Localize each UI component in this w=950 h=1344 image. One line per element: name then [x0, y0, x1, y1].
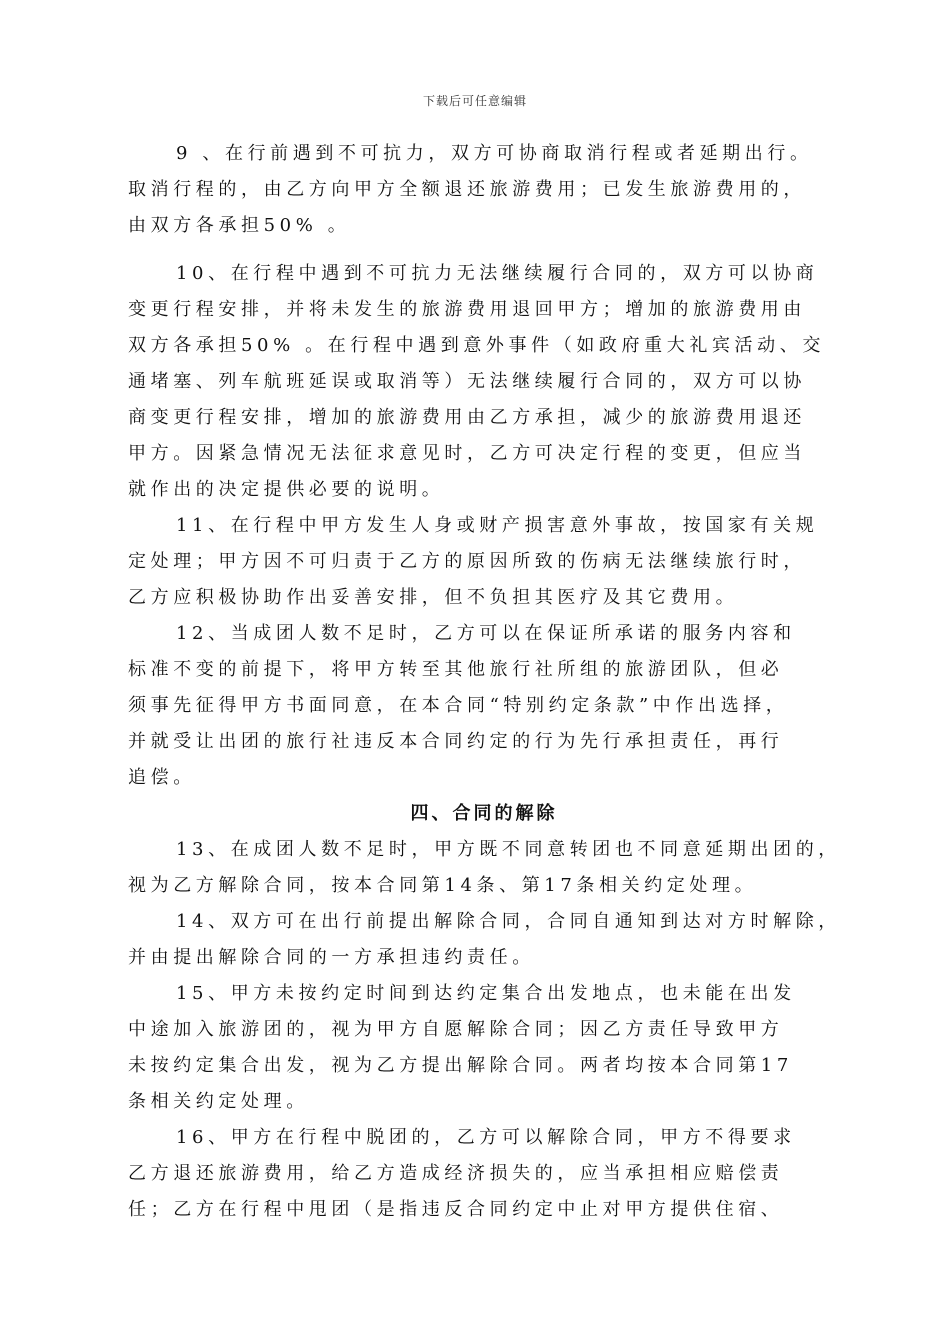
clause-line: 中途加入旅游团的，视为甲方自愿解除合同；因乙方责任导致甲方 — [128, 1019, 784, 1040]
clause-line: 标准不变的前提下，将甲方转至其他旅行社所组的旅游团队，但必 — [128, 659, 784, 680]
clause-line: 未按约定集合出发，视为乙方提出解除合同。两者均按本合同第17 — [128, 1055, 793, 1076]
clause-line: 取消行程的，由乙方向甲方全额退还旅游费用；已发生旅游费用的， — [128, 179, 806, 200]
clause-10 — [128, 256, 840, 508]
clause-line: 并就受让出团的旅行社违反本合同约定的行为先行承担责任，再行 — [128, 731, 784, 752]
clause-line: 9 、在行前遇到不可抗力，双方可协商取消行程或者延期出行。 — [176, 143, 813, 164]
clause-line: 12、当成团人数不足时，乙方可以在保证所承诺的服务内容和 — [176, 623, 796, 644]
clause-line: 乙方应积极协助作出妥善安排，但不负担其医疗及其它费用。 — [128, 587, 739, 608]
clause-line: 视为乙方解除合同，按本合同第14条、第17条相关约定处理。 — [128, 875, 758, 896]
clause-line: 商变更行程安排，增加的旅游费用由乙方承担，减少的旅游费用退还 — [128, 407, 806, 428]
clause-line: 10、在行程中遇到不可抗力无法继续履行合同的，双方可以协商 — [176, 263, 819, 284]
clause-line: 13、在成团人数不足时，甲方既不同意转团也不同意延期出团的， — [176, 839, 841, 860]
clause-line: 14、双方可在出行前提出解除合同，合同自通知到达对方时解除， — [176, 911, 841, 932]
clause-line: 通堵塞、列车航班延误或取消等）无法继续履行合同的，双方可以协 — [128, 371, 806, 392]
section-title: 四、合同的解除 — [410, 803, 558, 824]
clause-12 — [128, 616, 840, 796]
clause-line: 双方各承担50% 。在行程中遇到意外事件（如政府重大礼宾活动、交 — [128, 335, 825, 356]
clause-line: 追偿。 — [128, 767, 196, 788]
document-body — [128, 136, 840, 1228]
clause-9 — [128, 136, 840, 244]
header-note: 下载后可任意编辑 — [422, 94, 527, 108]
clause-13 — [128, 832, 840, 904]
clause-line: 就作出的决定提供必要的说明。 — [128, 479, 445, 500]
clause-11 — [128, 508, 840, 616]
clause-16 — [128, 1120, 840, 1228]
clause-line: 变更行程安排，并将未发生的旅游费用退回甲方；增加的旅游费用由 — [128, 299, 806, 320]
clause-line: 11、在行程中甲方发生人身或财产损害意外事故，按国家有关规 — [176, 515, 819, 536]
clause-line: 条相关约定处理。 — [128, 1091, 309, 1112]
clause-line: 并由提出解除合同的一方承担违约责任。 — [128, 947, 535, 968]
clause-line: 15、甲方未按约定时间到达约定集合出发地点，也未能在出发 — [176, 983, 796, 1004]
clause-14 — [128, 904, 840, 976]
clause-line: 须事先征得甲方书面同意，在本合同“特别约定条款”中作出选择， — [128, 695, 789, 716]
clause-line: 乙方退还旅游费用，给乙方造成经济损失的，应当承担相应赔偿责 — [128, 1163, 784, 1184]
clause-15 — [128, 976, 840, 1120]
clause-line: 由双方各承担50% 。 — [128, 215, 351, 236]
clause-line: 16、甲方在行程中脱团的，乙方可以解除合同，甲方不得要求 — [176, 1127, 796, 1148]
clause-line: 任；乙方在行程中甩团（是指违反合同约定中止对甲方提供住宿、 — [128, 1199, 784, 1220]
clause-line: 甲方。因紧急情况无法征求意见时，乙方可决定行程的变更，但应当 — [128, 443, 806, 464]
clause-line: 定处理；甲方因不可归责于乙方的原因所致的伤病无法继续旅行时， — [128, 551, 806, 572]
